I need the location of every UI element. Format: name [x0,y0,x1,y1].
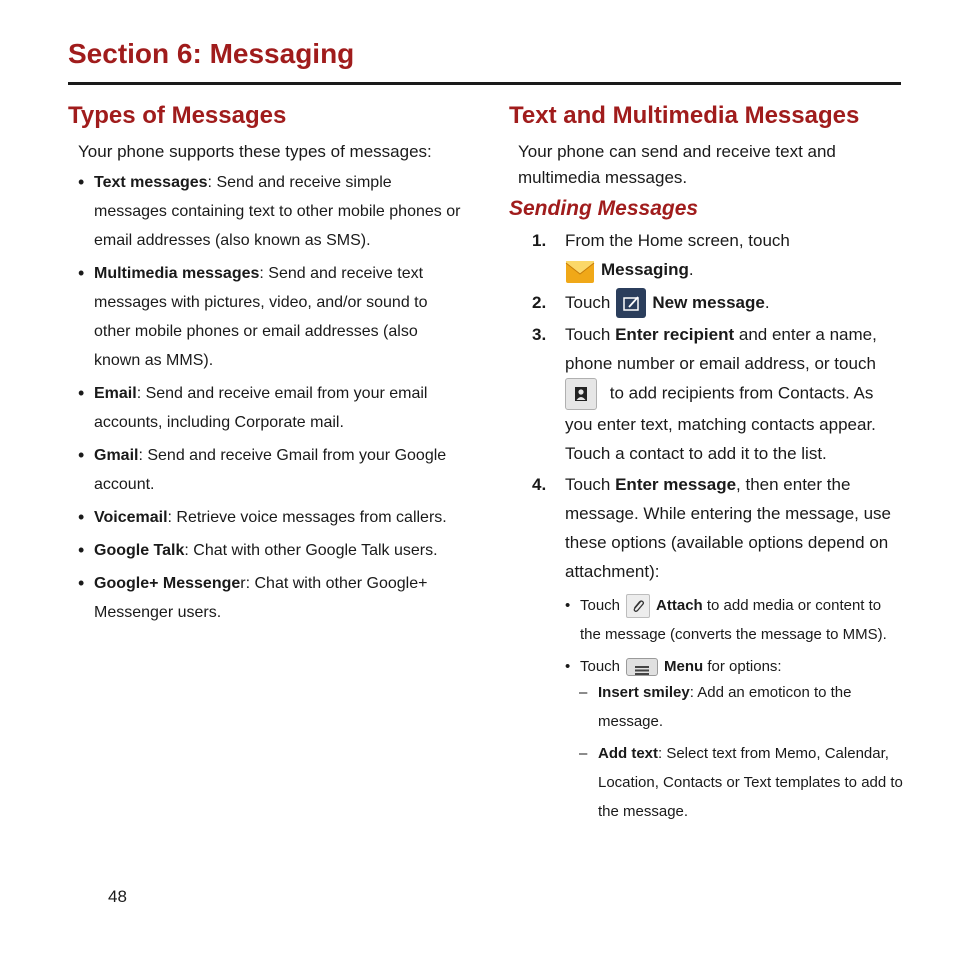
list-item: • Gmail: Send and receive Gmail from your Google account. [78,441,468,499]
contact-icon [565,378,597,410]
text-multimedia-heading: Text and Multimedia Messages [509,102,860,129]
list-item: • Touch Attach to add media or content to the message (converts the message to MMS). [563,591,903,649]
menu-key-icon [626,658,658,676]
step-item: 4. Touch Enter message, then enter the message. While entering the message, use these options (available options depend on attachment): [532,475,892,582]
options-list [563,591,903,684]
envelope-icon [565,256,595,286]
list-item: • Multimedia messages: Send and receive text messages with pictures, video, and/or sound to other mobile phones or email addresses (also known as MMS). [78,259,468,375]
step-item: 2. Touch New message. [532,288,902,319]
list-item: • Text messages: Send and receive simple messages containing text to other mobile phones or email addresses (also known as SMS). [78,168,468,255]
message-types-list [78,168,468,631]
compose-icon [616,288,646,318]
types-intro: Your phone supports these types of messages: [78,142,432,161]
paperclip-icon [626,594,650,618]
sending-steps [532,226,902,588]
step-item: 1. From the Home screen, touch Messaging. [532,226,902,286]
insert-smiley-option: – Insert smiley: Add an emoticon to the message. [579,684,852,730]
list-item: • Google+ Messenger: Chat with other Google+ Messenger users. [78,569,468,627]
page-number: 48 [108,887,127,906]
text-multimedia-intro: Your phone can send and receive text and multimedia messages. [518,142,836,187]
step-item: 3. Touch Enter recipient and enter a name, phone number or email address, or touch to add recipients from Contacts. As you enter text, matching contacts appear. Touch a contact to add it to the list. [532,325,877,464]
section-title: Section 6: Messaging [68,38,355,69]
list-item: • Touch Menu for options: [563,652,903,681]
list-item: • Voicemail: Retrieve voice messages from callers. [78,503,468,532]
list-item: • Google Talk: Chat with other Google Talk users. [78,536,468,565]
sending-messages-subheading: Sending Messages [509,197,699,220]
list-item: • Email: Send and receive email from your email accounts, including Corporate mail. [78,379,468,437]
types-of-messages-heading: Types of Messages [68,102,287,129]
add-text-option: – Add text: Select text from Memo, Calendar, Location, Contacts or Text templates to add to the message. [579,745,903,820]
title-divider [68,82,901,85]
